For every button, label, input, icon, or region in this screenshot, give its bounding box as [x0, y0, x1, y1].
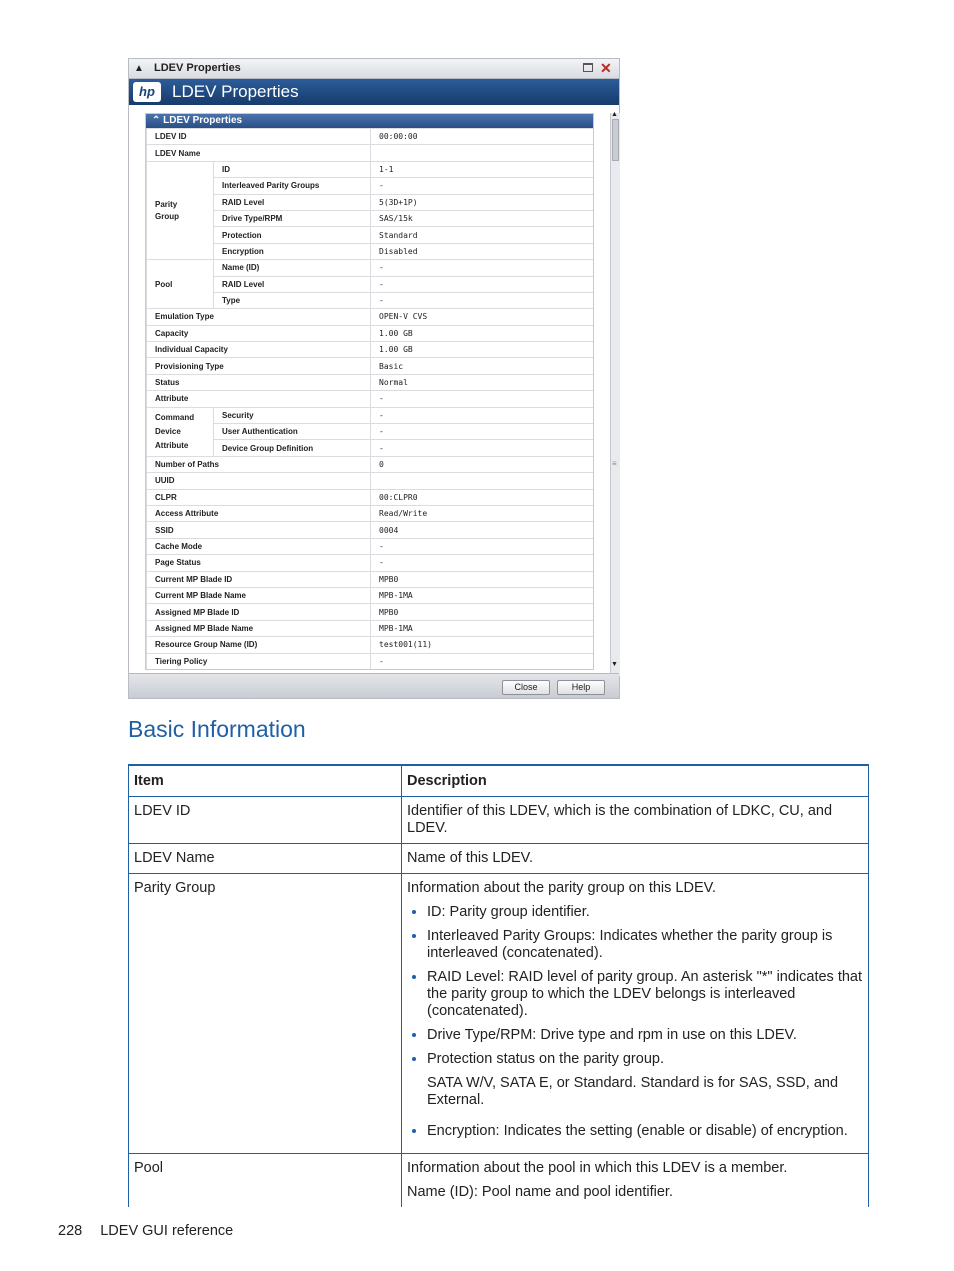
property-value: -: [371, 440, 594, 456]
window-title: LDEV Properties: [154, 62, 241, 74]
table-row: [147, 473, 594, 489]
property-value: Normal: [371, 374, 594, 390]
property-label: CLPR: [147, 489, 371, 505]
table-row: [147, 178, 594, 194]
property-value: -: [371, 424, 594, 440]
close-icon[interactable]: ✕: [600, 60, 612, 76]
property-group-label: Parity Group: [147, 161, 214, 259]
grip-icon: ≡: [612, 459, 617, 468]
help-button[interactable]: Help: [557, 680, 605, 695]
property-label: Page Status: [147, 555, 371, 571]
description-cell: [402, 874, 869, 1154]
property-label: LDEV ID: [147, 129, 371, 145]
table-row: [129, 844, 869, 874]
dialog-footer: [129, 673, 619, 698]
property-value: 1.00 GB: [371, 325, 594, 341]
table-row: [147, 456, 594, 472]
table-row: [147, 129, 594, 145]
property-label: Capacity: [147, 325, 371, 341]
close-button[interactable]: Close: [502, 680, 550, 695]
table-row: [147, 407, 594, 423]
description-intro: Information about the parity group on this LDEV.: [407, 880, 716, 896]
description-intro: Information about the pool in which this LDEV is a member.: [407, 1160, 788, 1176]
dialog-header: [129, 79, 619, 105]
property-label: Name (ID): [214, 260, 371, 276]
list-item: • Drive Type/RPM: Drive type and rpm in use on this LDEV.: [427, 1027, 863, 1044]
property-label: Protection: [214, 227, 371, 243]
table-row: [147, 309, 594, 325]
property-value: Disabled: [371, 243, 594, 259]
property-label: SSID: [147, 522, 371, 538]
property-value: 1.00 GB: [371, 342, 594, 358]
page-number: 228: [58, 1223, 83, 1239]
property-value: [371, 145, 594, 161]
list-item: • ID: Parity group identifier.: [427, 904, 863, 921]
property-label: Number of Paths: [147, 456, 371, 472]
property-label: Individual Capacity: [147, 342, 371, 358]
property-value: 00:00:00: [371, 129, 594, 145]
table-row: [147, 260, 594, 276]
property-group-label: Pool: [147, 260, 214, 309]
table-row: [147, 489, 594, 505]
property-label: Emulation Type: [147, 309, 371, 325]
basic-information-table: [128, 764, 869, 1253]
property-value: -: [371, 178, 594, 194]
table-row: [147, 325, 594, 341]
property-label: Interleaved Parity Groups: [214, 178, 371, 194]
property-label: Resource Group Name (ID): [147, 637, 371, 653]
property-value: MPB-1MA: [371, 587, 594, 603]
property-value: OPEN-V CVS: [371, 309, 594, 325]
property-value: 0004: [371, 522, 594, 538]
property-label: Status: [147, 374, 371, 390]
property-label: Security: [214, 407, 371, 423]
table-row: [147, 424, 594, 440]
property-label: Device Group Definition: [214, 440, 371, 456]
table-row: [147, 440, 594, 456]
table-row: [147, 342, 594, 358]
protection-note: SATA W/V, SATA E, or Standard. Standard is for SAS, SSD, and External.: [427, 1075, 839, 1108]
table-row: [147, 555, 594, 571]
property-value: Standard: [371, 227, 594, 243]
property-value: MPB0: [371, 571, 594, 587]
property-value: [371, 473, 594, 489]
property-value: -: [371, 555, 594, 571]
table-row: [147, 145, 594, 161]
property-group-label: Command Device Attribute: [147, 407, 214, 456]
column-header-description: Description: [402, 765, 869, 797]
item-cell: LDEV ID: [129, 797, 402, 844]
property-value: -: [371, 407, 594, 423]
scroll-up-icon[interactable]: ▲: [611, 111, 618, 118]
table-row: [147, 194, 594, 210]
property-value: test001(11): [371, 637, 594, 653]
hp-logo: hp: [133, 82, 161, 102]
table-row: [147, 571, 594, 587]
collapse-icon[interactable]: ⌃: [152, 115, 161, 126]
property-label: Assigned MP Blade ID: [147, 604, 371, 620]
property-label: Tiering Policy: [147, 653, 371, 669]
dialog-header-title: LDEV Properties: [172, 82, 299, 101]
table-row: [147, 538, 594, 554]
section-heading: Basic Information: [128, 716, 306, 742]
property-value: -: [371, 276, 594, 292]
list-item: • RAID Level: RAID level of parity group. An asterisk "*" indicates that the parity group to which the LDEV belongs is interleaved (concatenated).: [427, 969, 863, 1020]
property-label: Current MP Blade Name: [147, 587, 371, 603]
property-label: Current MP Blade ID: [147, 571, 371, 587]
item-cell: Pool: [129, 1154, 402, 1253]
properties-table: [146, 128, 594, 670]
property-value: -: [371, 538, 594, 554]
property-label: Drive Type/RPM: [214, 210, 371, 226]
property-label: Encryption: [214, 243, 371, 259]
property-value: 5(3D+1P): [371, 194, 594, 210]
table-row: [147, 637, 594, 653]
property-value: 0: [371, 456, 594, 472]
scroll-down-icon[interactable]: ▼: [611, 661, 618, 668]
table-row: [147, 620, 594, 636]
table-row: [147, 227, 594, 243]
table-row: [147, 161, 594, 177]
property-label: Attribute: [147, 391, 371, 407]
table-row: [147, 374, 594, 390]
table-row: [147, 391, 594, 407]
description-line: Name (ID): Pool name and pool identifier.: [407, 1184, 673, 1200]
list-item: • Protection status on the parity group. SATA W/V, SATA E, or Standard. Standard is for SAS, SSD, and External.: [427, 1051, 863, 1109]
collapse-icon[interactable]: ▲: [134, 63, 144, 74]
table-row: [129, 797, 869, 844]
description-cell: Name of this LDEV.: [402, 844, 869, 874]
property-label: User Authentication: [214, 424, 371, 440]
property-label: RAID Level: [214, 194, 371, 210]
property-label: Provisioning Type: [147, 358, 371, 374]
table-row: [147, 276, 594, 292]
table-row: [147, 243, 594, 259]
table-header-row: [129, 765, 869, 797]
column-header-item: Item: [129, 765, 402, 797]
property-value: -: [371, 653, 594, 669]
property-label: Type: [214, 292, 371, 308]
ldev-properties-dialog: [128, 58, 620, 699]
property-label: Access Attribute: [147, 505, 371, 521]
property-label: RAID Level: [214, 276, 371, 292]
description-cell: Identifier of this LDEV, which is the combination of LDKC, CU, and LDEV.: [402, 797, 869, 844]
table-row: [147, 505, 594, 521]
bullet-list: [407, 904, 863, 1140]
vertical-scrollbar[interactable]: [610, 113, 620, 676]
table-row: [147, 653, 594, 669]
property-value: 00:CLPR0: [371, 489, 594, 505]
table-row: [147, 210, 594, 226]
property-value: 1-1: [371, 161, 594, 177]
property-value: SAS/15k: [371, 210, 594, 226]
list-item: • Encryption: Indicates the setting (enable or disable) of encryption.: [427, 1123, 863, 1140]
property-value: -: [371, 260, 594, 276]
property-label: Cache Mode: [147, 538, 371, 554]
panel-title[interactable]: ⌃ LDEV Properties: [146, 114, 593, 128]
list-item: • Interleaved Parity Groups: Indicates whether the parity group is interleaved (concatenated).: [427, 928, 863, 962]
property-value: -: [371, 292, 594, 308]
property-label: Assigned MP Blade Name: [147, 620, 371, 636]
property-value: Read/Write: [371, 505, 594, 521]
item-cell: LDEV Name: [129, 844, 402, 874]
table-row: [147, 358, 594, 374]
table-row: [147, 522, 594, 538]
footer-section: LDEV GUI reference: [100, 1223, 234, 1239]
property-value: MPB-1MA: [371, 620, 594, 636]
maximize-icon[interactable]: [583, 63, 593, 72]
page-bottom-margin: [0, 1207, 954, 1271]
item-cell: Parity Group: [129, 874, 402, 1154]
table-row: [147, 292, 594, 308]
property-label: ID: [214, 161, 371, 177]
property-value: -: [371, 391, 594, 407]
window-titlebar: [129, 59, 619, 79]
table-row: [147, 587, 594, 603]
property-label: UUID: [147, 473, 371, 489]
property-label: LDEV Name: [147, 145, 371, 161]
properties-panel: [145, 113, 594, 670]
property-value: Basic: [371, 358, 594, 374]
table-row: [129, 874, 869, 1154]
table-row: [147, 604, 594, 620]
property-value: MPB0: [371, 604, 594, 620]
page-footer: [58, 1223, 233, 1239]
scrollbar-thumb[interactable]: [612, 119, 619, 161]
